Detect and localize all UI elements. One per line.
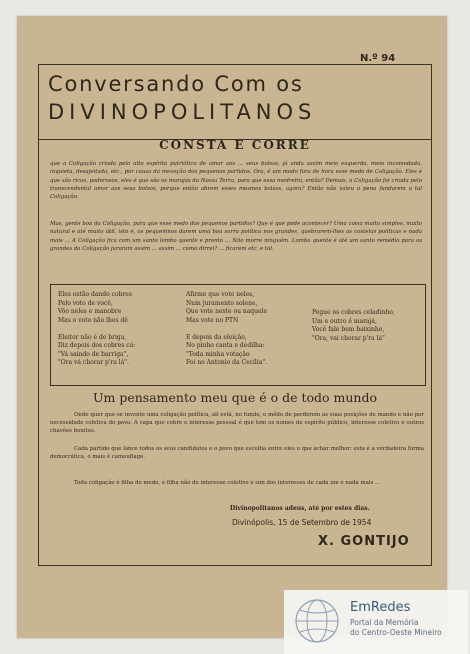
watermark[interactable] — [284, 590, 468, 654]
watermark-name: EmRedes — [350, 600, 411, 615]
date-line: Divinópolis, 15 de Setembro de 1954 — [232, 518, 372, 527]
verse-column-3: Pegue os cobres celadinho, Um e outro é marajá, Você fale bem baixinho, "Ora, vai chorar p'ra lá" — [312, 309, 395, 342]
title-line-1: Conversando Com os — [48, 72, 304, 96]
author-name: X. GONTIJO — [318, 534, 410, 549]
verse-column-1: Eles estão dando cobres Pelo voto de você, Vôo neles e manobre Mas o voto não lhes dê Eleitor não é de briga, Diz depois dos cobres cá: "Vá saindo de barriga", "Ora vá chorar p'ra lá". — [58, 291, 136, 366]
verse-column-2: Afirme que vote neles, Num juramento solene, Que vote neste ou naquele Mas vote no PTN E depois da eleição, No pinho canta e dedilha: "Toda minha votação Foi no Antonio da Cecília". — [186, 291, 268, 366]
issue-number: N.º 94 — [360, 53, 396, 64]
body-paragraph-1: Onde quer que se invente uma coligação política, ali está, no fundo, o mêdo de perderem as suas posições de mando e não por necessidade coletiva do povo. A capa que cobre o interesse pessoal é que tem os nomes de espírito público, interesse coletivo e outros chavões bonitos. — [50, 412, 424, 435]
body-paragraph-2: Cada partido que lance todos os seus candidatos e o povo que escolha entre eles o que achar melhor: esta é a verdadeira forma democrática, o mais é camouflage. — [50, 446, 424, 461]
article-heading: Um pensamento meu que é o de todo mundo — [93, 390, 377, 405]
paragraph-2: Mas, gente boa da Coligação, para que esse medo dos pequenos partidos? Que é que pode acontecer? Uma coisa muito simples, muito natural e até muito útil, isto é, os pequeninos darem uma boa surra política nos grandes, quebrarem-lhes as costelas políticas e nada mais ... A Coligação fica com um santo lombo quente e pronto ... Não morre ninguém. Lombo quente é até um santo remédio para os grandes da Coligação juraram assim ... assim ... como dirrei? ... ficarem etc. e tal. — [50, 221, 422, 252]
paragraph-1: que a Coligação criada pelo alto espírito patriótico de amor aos ... seus bolsos, já anda assim meio esquerda, meio incomodada, inquieta, desajeitada, etc., por causa da mexeção dos pequenos partidos. Ora, é um modo fora de hora esse medo de Coligação. Eles é que são ricos, poderosos, eles é que são os marajás da Nossa Terra, para que essa medreira, então? Demais, a Coligação foi criada pelo transcendental amor aos seus bolsos, porque então abrem esses mesmos bolsos, agora? Então não valeu a pena fundarem a tal Coligação. — [50, 161, 422, 201]
title-line-2: DIVINOPOLITANOS — [48, 100, 317, 124]
watermark-line-1: Portal da Memória — [350, 618, 419, 627]
section-subtitle: CONSTA E CORRE — [159, 138, 311, 152]
signoff: Divinopolitanos adeus, até por estes dias. — [230, 505, 370, 512]
body-paragraph-3: Toda coligação é filha do medo, é filha não do interesse coletivo e sim dos interesses de cada um e nada mais ... — [74, 480, 381, 486]
globe-logo-icon — [292, 596, 342, 646]
watermark-line-2: do Centro-Oeste Mineiro — [350, 628, 442, 637]
